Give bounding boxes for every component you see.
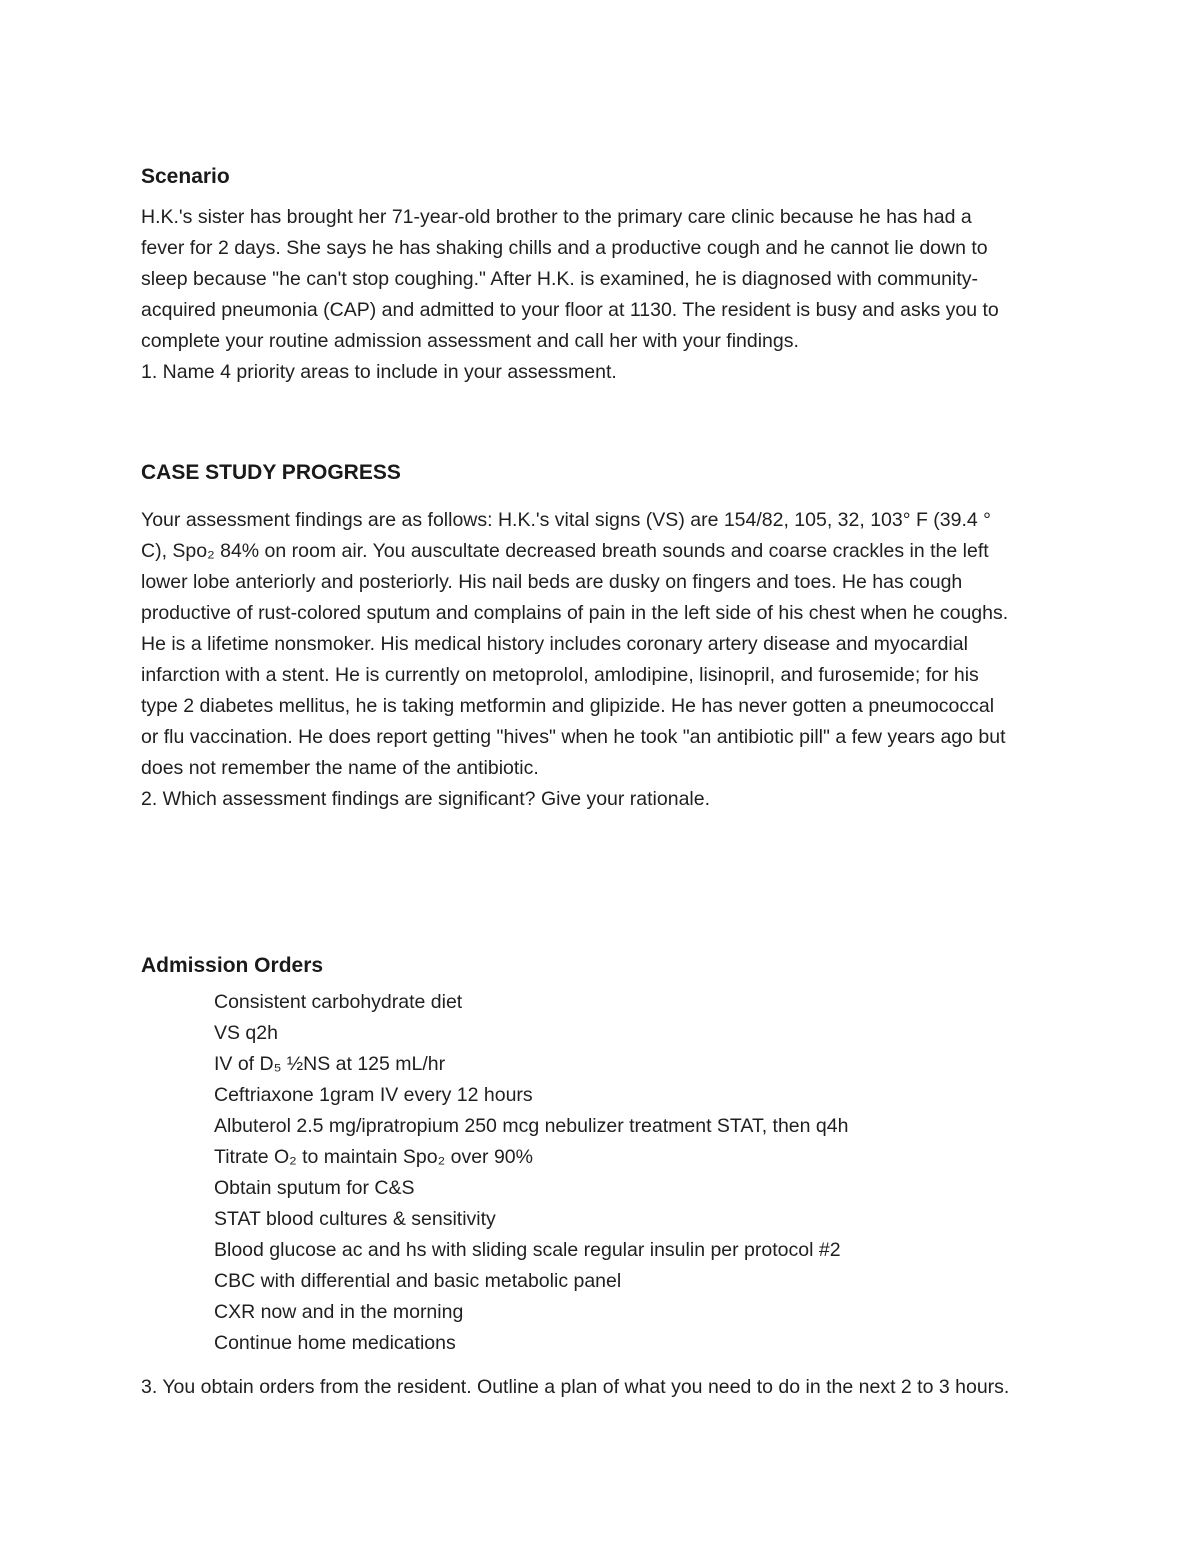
order-item: CBC with differential and basic metabolic panel — [214, 1270, 622, 1292]
order-item: Obtain sputum for C&S — [214, 1177, 415, 1199]
case-study-progress-heading: CASE STUDY PROGRESS — [141, 461, 401, 484]
order-item: Titrate O₂ to maintain Spo₂ over 90% — [214, 1146, 533, 1168]
progress-line: or flu vaccination. He does report getting "hives" when he took "an antibiotic pill" a few years ago but — [141, 726, 1006, 748]
scenario-line: acquired pneumonia (CAP) and admitted to your floor at 1130. The resident is busy and asks you to — [141, 299, 999, 321]
order-item: Ceftriaxone 1gram IV every 12 hours — [214, 1084, 533, 1106]
scenario-line: complete your routine admission assessment and call her with your findings. — [141, 330, 799, 352]
admission-orders-heading: Admission Orders — [141, 954, 324, 977]
scenario-line: sleep because "he can't stop coughing." After H.K. is examined, he is diagnosed with community- — [141, 268, 979, 290]
order-item: Continue home medications — [214, 1332, 456, 1354]
progress-line: type 2 diabetes mellitus, he is taking metformin and glipizide. He has never gotten a pneumococcal — [141, 695, 995, 717]
scenario-line: H.K.'s sister has brought her 71-year-old brother to the primary care clinic because he has had a — [141, 206, 972, 228]
scenario-section — [141, 202, 999, 388]
scenario-line: fever for 2 days. She says he has shaking chills and a productive cough and he cannot lie down to — [141, 237, 988, 259]
progress-line: productive of rust-colored sputum and complains of pain in the left side of his chest when he coughs. — [141, 602, 1009, 624]
order-item: CXR now and in the morning — [214, 1301, 464, 1323]
case-study-progress-section — [141, 505, 1008, 815]
order-item: Blood glucose ac and hs with sliding scale regular insulin per protocol #2 — [214, 1239, 841, 1261]
admission-orders-list — [141, 987, 848, 1359]
question-2: 2. Which assessment findings are significant? Give your rationale. — [141, 788, 711, 810]
question-1: 1. Name 4 priority areas to include in your assessment. — [141, 361, 617, 383]
progress-line: lower lobe anteriorly and posteriorly. His nail beds are dusky on fingers and toes. He has cough — [141, 571, 963, 593]
progress-line: He is a lifetime nonsmoker. His medical history includes coronary artery disease and myocardial — [141, 633, 968, 655]
progress-line: infarction with a stent. He is currently on metoprolol, amlodipine, lisinopril, and furosemide; for his — [141, 664, 979, 686]
progress-line: does not remember the name of the antibiotic. — [141, 757, 539, 779]
scenario-heading: Scenario — [141, 165, 230, 188]
order-item: Albuterol 2.5 mg/ipratropium 250 mcg nebulizer treatment STAT, then q4h — [214, 1115, 849, 1137]
question-3: 3. You obtain orders from the resident. Outline a plan of what you need to do in the next 2 to 3 hours. — [141, 1376, 1010, 1398]
progress-line: Your assessment findings are as follows: H.K.'s vital signs (VS) are 154/82, 105, 32, 103° F (39.4 ° — [141, 509, 991, 531]
order-item: IV of D₅ ½NS at 125 mL/hr — [214, 1053, 446, 1075]
order-item: Consistent carbohydrate diet — [214, 991, 463, 1013]
order-item: VS q2h — [214, 1022, 278, 1044]
progress-line: C), Spo₂ 84% on room air. You auscultate decreased breath sounds and coarse crackles in the left — [141, 540, 989, 562]
order-item: STAT blood cultures & sensitivity — [214, 1208, 496, 1230]
